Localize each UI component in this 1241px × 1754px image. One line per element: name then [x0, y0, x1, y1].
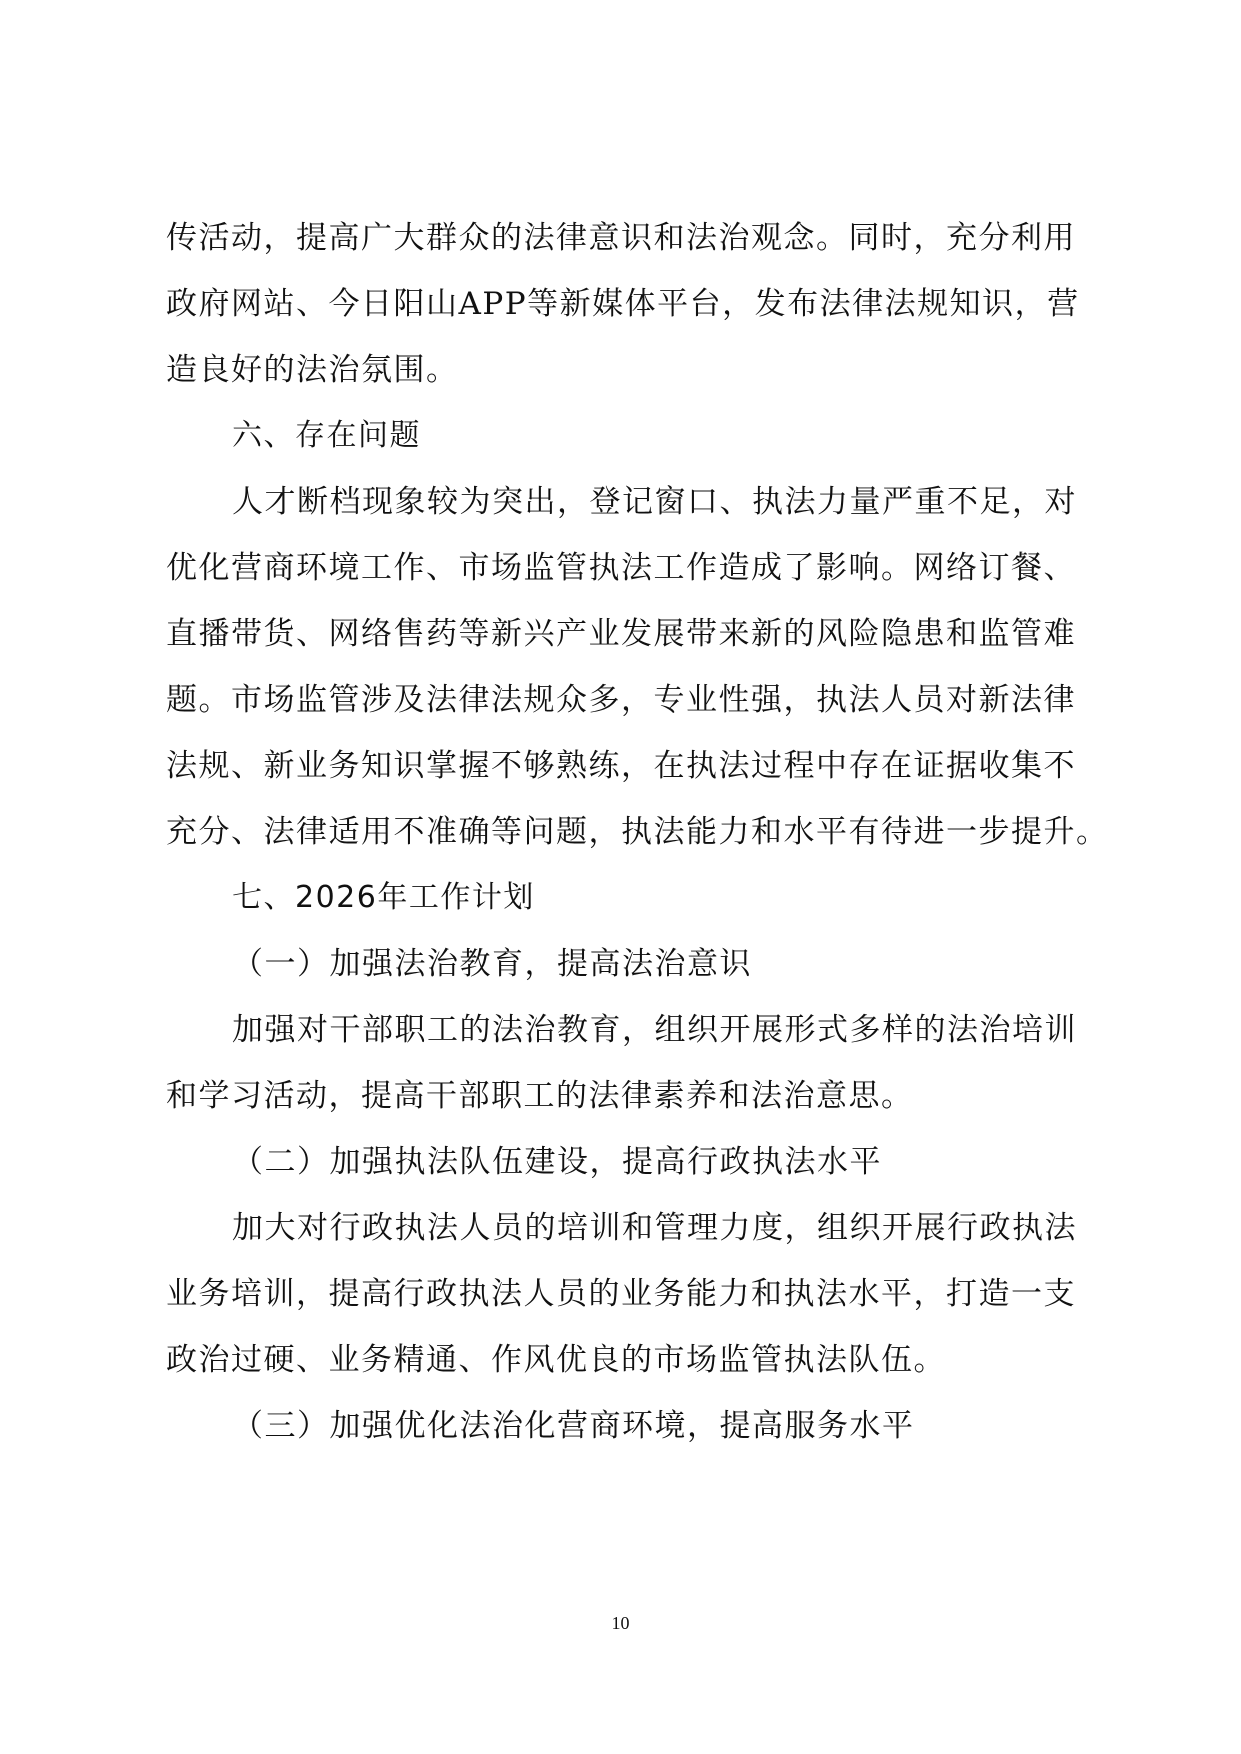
paragraph-line: 和学习活动，提高干部职工的法律素养和法治意思。	[166, 1078, 914, 1114]
paragraph-line: 政治过硬、业务精通、作风优良的市场监管执法队伍。	[166, 1342, 946, 1378]
section-heading: 六、存在问题	[232, 418, 421, 453]
paragraph-line: 人才断档现象较为突出，登记窗口、执法力量严重不足，对	[232, 484, 1077, 520]
paragraph-line: 充分、法律适用不准确等问题，执法能力和水平有待进一步提升。	[166, 814, 1109, 850]
paragraph-line: 业务培训，提高行政执法人员的业务能力和执法水平，打造一支	[166, 1276, 1076, 1312]
subsection-heading: （三）加强优化法治化营商环境，提高服务水平	[232, 1408, 915, 1444]
paragraph-line: 法规、新业务知识掌握不够熟练，在执法过程中存在证据收集不	[166, 748, 1076, 784]
subsection-heading: （一）加强法治教育，提高法治意识	[232, 946, 752, 982]
paragraph-line: 造良好的法治氛围。	[166, 352, 459, 388]
paragraph-line: 传活动，提高广大群众的法律意识和法治观念。同时，充分利用	[166, 220, 1076, 256]
section-heading: 七、2026年工作计划	[232, 880, 535, 915]
subsection-heading: （二）加强执法队伍建设，提高行政执法水平	[232, 1144, 882, 1180]
page-number: 10	[611, 1613, 630, 1633]
paragraph-line: 优化营商环境工作、市场监管执法工作造成了影响。网络订餐、	[166, 550, 1076, 586]
paragraph-line: 题。市场监管涉及法律法规众多，专业性强，执法人员对新法律	[166, 682, 1076, 718]
paragraph-line: 加大对行政执法人员的培训和管理力度，组织开展行政执法	[232, 1210, 1077, 1246]
paragraph-line: 加强对干部职工的法治教育，组织开展形式多样的法治培训	[232, 1012, 1077, 1048]
paragraph-line: 政府网站、今日阳山APP等新媒体平台，发布法律法规知识，营	[166, 286, 1080, 322]
paragraph-line: 直播带货、网络售药等新兴产业发展带来新的风险隐患和监管难	[166, 616, 1076, 652]
